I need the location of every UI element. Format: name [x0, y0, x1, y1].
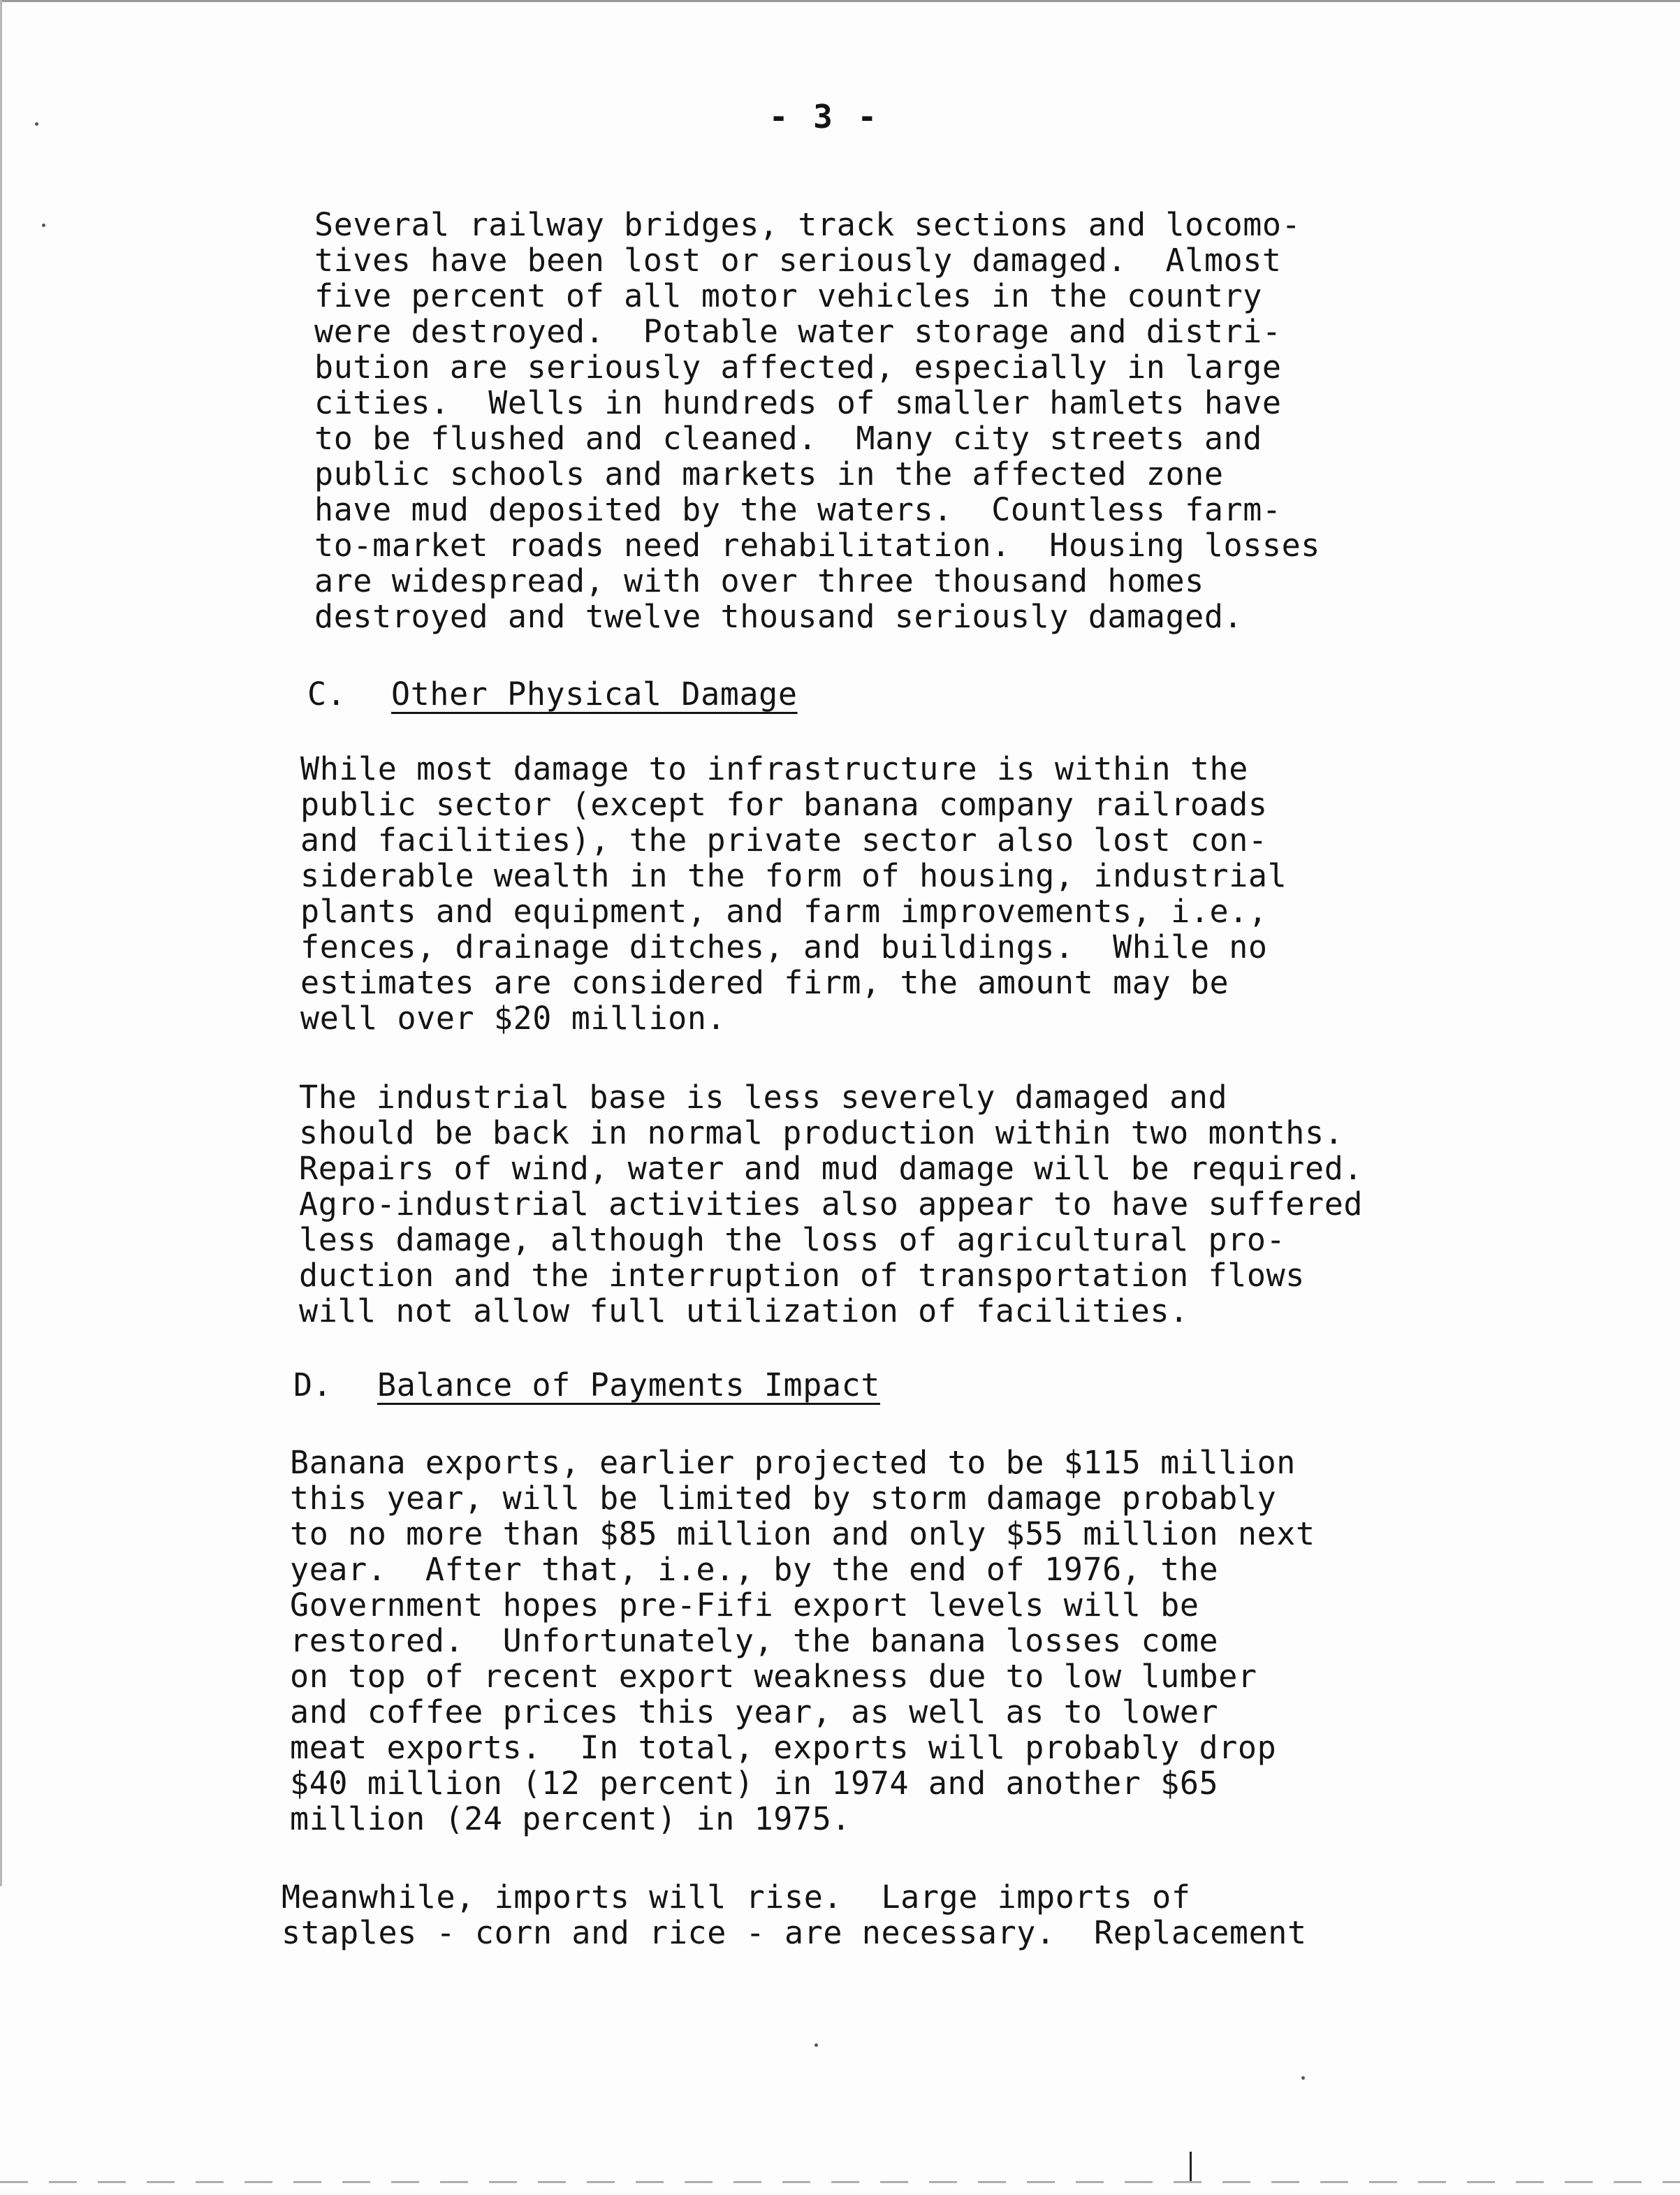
paragraph-imports	[282, 1879, 1307, 1950]
text-line: to be flushed and cleaned. Many city streets and	[314, 420, 1262, 457]
scan-mark	[1190, 2152, 1192, 2181]
text-line: staples - corn and rice - are necessary. Replacement	[282, 1914, 1307, 1951]
text-line: Banana exports, earlier projected to be $115 million	[290, 1444, 1296, 1481]
scan-speck	[42, 224, 45, 227]
text-line: Several railway bridges, track sections and locomo-	[314, 206, 1301, 243]
text-line: While most damage to infrastructure is within the	[300, 750, 1248, 787]
text-line: siderable wealth in the form of housing, industrial	[300, 857, 1287, 894]
section-heading-c	[307, 676, 798, 712]
section-heading-d	[293, 1367, 880, 1403]
text-line: meat exports. In total, exports will probably drop	[290, 1729, 1277, 1766]
text-line: cities. Wells in hundreds of smaller hamlets have	[314, 384, 1282, 421]
text-line: year. After that, i.e., by the end of 1976, the	[290, 1551, 1219, 1588]
scan-speck	[35, 122, 38, 126]
text-line: this year, will be limited by storm damage probably	[290, 1480, 1277, 1517]
scan-edge-left	[0, 0, 2, 1886]
text-line: and coffee prices this year, as well as to lower	[290, 1693, 1219, 1730]
text-line: restored. Unfortunately, the banana losses come	[290, 1622, 1219, 1659]
scan-speck	[1301, 2076, 1305, 2080]
text-line: to no more than $85 million and only $55 million next	[290, 1515, 1315, 1552]
page-number: - 3 -	[768, 98, 880, 136]
scan-edge-top	[0, 0, 1680, 2]
text-line: to-market roads need rehabilitation. Housing losses	[314, 527, 1320, 564]
text-line: on top of recent export weakness due to low lumber	[290, 1658, 1257, 1695]
section-letter: C.	[307, 676, 346, 713]
text-line: five percent of all motor vehicles in the country	[314, 277, 1262, 314]
text-line: public schools and markets in the affected zone	[314, 455, 1224, 493]
text-line: will not allow full utilization of facilities.	[299, 1292, 1189, 1329]
text-line: well over $20 million.	[300, 1000, 726, 1037]
text-line: Repairs of wind, water and mud damage will be required.	[299, 1150, 1364, 1187]
text-line: million (24 percent) in 1975.	[290, 1800, 852, 1837]
paragraph-industrial-base	[299, 1079, 1363, 1329]
text-line: are widespread, with over three thousand homes	[314, 562, 1204, 599]
paragraph-private-sector-damage	[300, 751, 1287, 1036]
text-line: public sector (except for banana company railroads	[300, 786, 1268, 823]
text-line: bution are seriously affected, especially in large	[314, 349, 1282, 386]
text-line: estimates are considered firm, the amount may be	[300, 964, 1229, 1001]
section-letter: D.	[293, 1366, 333, 1403]
text-line: fences, drainage ditches, and buildings. While no	[300, 928, 1268, 965]
text-line: tives have been lost or seriously damaged. Almost	[314, 242, 1282, 279]
text-line: duction and the interruption of transportation flows	[299, 1257, 1305, 1294]
text-line: were destroyed. Potable water storage and distri-	[314, 313, 1282, 350]
text-line: and facilities), the private sector also lost con-	[300, 822, 1268, 859]
paragraph-infrastructure-losses	[314, 207, 1320, 634]
text-line: destroyed and twelve thousand seriously damaged.	[314, 598, 1243, 635]
section-title: Balance of Payments Impact	[377, 1366, 880, 1403]
text-line: plants and equipment, and farm improvements, i.e.,	[300, 893, 1268, 930]
text-line: Agro-industrial activities also appear to have suffered	[299, 1186, 1364, 1223]
section-title: Other Physical Damage	[391, 676, 798, 713]
text-line: have mud deposited by the waters. Countless farm-	[314, 491, 1282, 528]
text-line: $40 million (12 percent) in 1974 and another $65	[290, 1765, 1219, 1802]
text-line: should be back in normal production within two months.	[299, 1114, 1344, 1151]
scan-edge-bottom	[0, 2181, 1680, 2183]
text-line: The industrial base is less severely damaged and	[299, 1079, 1228, 1116]
text-line: Government hopes pre-Fifi export levels will be	[290, 1587, 1199, 1624]
scan-speck	[815, 2043, 818, 2047]
text-line: Meanwhile, imports will rise. Large imports of	[282, 1879, 1191, 1916]
text-line: less damage, although the loss of agricultural pro-	[299, 1221, 1286, 1258]
paragraph-banana-exports	[290, 1445, 1315, 1837]
